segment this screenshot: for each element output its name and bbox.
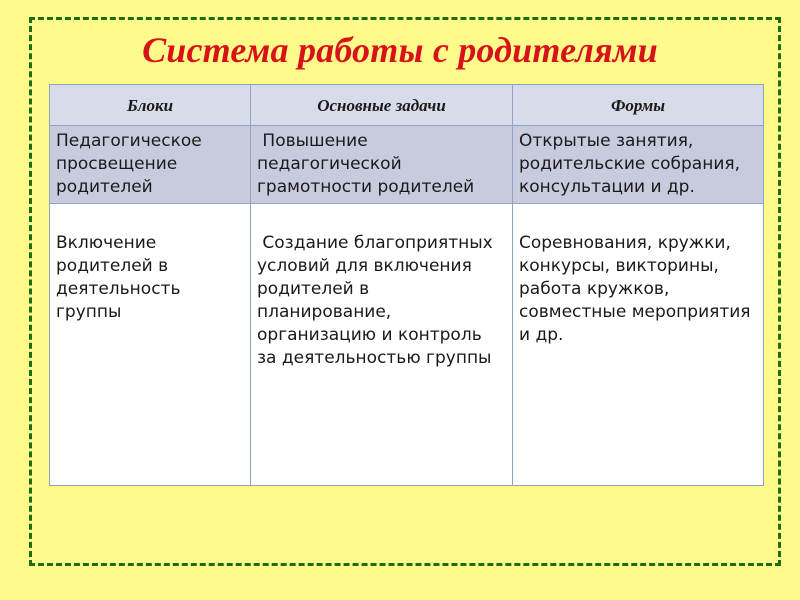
table-row — [50, 204, 764, 486]
cell-block: Включение родителей в деятельность группы — [50, 204, 251, 486]
slide-title: Система работы с родителями — [142, 30, 658, 70]
header-forms: Формы — [513, 85, 764, 126]
cell-task: Создание благоприятных условий для включения родителей в планирование, организацию и контроль за деятельностью группы — [251, 204, 513, 486]
header-blocks: Блоки — [50, 85, 251, 126]
parent-work-table — [49, 84, 764, 486]
table-header-row — [50, 85, 764, 126]
cell-forms: Открытые занятия, родительские собрания, консультации и др. — [513, 126, 764, 204]
cell-task: Повышение педагогической грамотности родителей — [251, 126, 513, 204]
cell-forms: Соревнования, кружки, конкурсы, викторины, работа кружков, совместные мероприятия и др. — [513, 204, 764, 486]
header-main-tasks: Основные задачи — [251, 85, 513, 126]
table-row — [50, 126, 764, 204]
cell-block: Педагогическое просвещение родителей — [50, 126, 251, 204]
